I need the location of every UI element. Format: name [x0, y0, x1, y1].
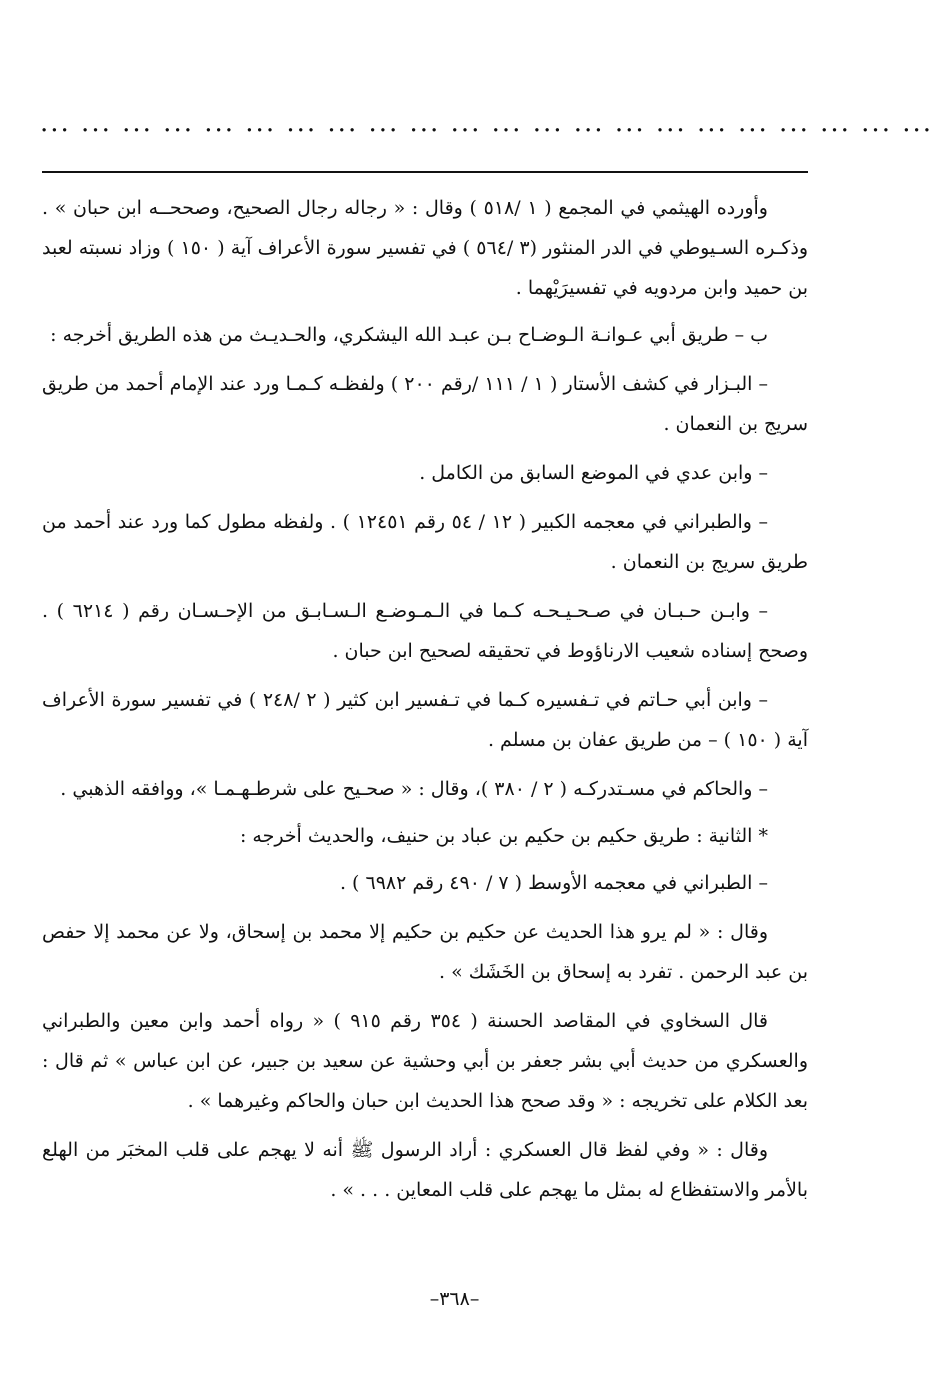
footnote-separator-rule	[42, 171, 808, 173]
paragraph-tabarani-awsat: – الطبراني في معجمه الأوسط ( ٧ / ٤٩٠ رقم ٦٩٨٢ ) .	[339, 872, 768, 894]
paragraph-tabarani-comment: وقال : « لم يرو هذا الحديث عن حكيم بن حكيم إلا محمد بن إسحاق، ولا عن محمد إلا حفص بن عبد الرحمن . تفرد به إسحاق بن الخَشَك » .	[42, 921, 808, 983]
paragraph-ibn-hibban: – وابـن حـبـان في صـحـيـحـه كـما في الـمـوضـع الـسـابـق من الإحـسـان رقم ( ٦٢١٤ ) . وصحح إسناده شعيب الارناؤوط في تحقيقه لصحيح ابن حبان .	[42, 600, 808, 662]
footnote-body	[42, 188, 808, 1217]
paragraph-ibn-adi: – وابن عدي في الموضع السابق من الكامل .	[419, 462, 768, 484]
paragraph-askari: وقال : « وفي لفظ قال العسكري : أراد الرسول ﷺ أنه لا يهجم على قلب المخبَر من الهلع بالأمر والاستفظاع له بمثل ما يهجم على قلب المعاين . . . » .	[42, 1139, 808, 1201]
paragraph-route-b: ب – طريق أبي عـوانـة الـوضـاح بـن عبـد الله اليشكري، والحـديـث من هذه الطريق أخرجه :	[50, 324, 768, 346]
paragraph-bazzar: – البـزار في كشف الأستار ( ١ / ١١١ /رقم ٢٠٠ ) ولفظـه كـمـا ورد عند الإمام أحمد من طريق سريج بن النعمان .	[42, 373, 808, 435]
paragraph-second-route: * الثانية : طريق حكيم بن حكيم بن عباد بن حنيف، والحديث أخرجه :	[239, 825, 768, 847]
paragraph-hakim: – والحاكم في مسـتدركـه ( ٢ / ٣٨٠ )، وقال : « صحـيح على شرطـهـمـا »، ووافقه الذهبي .	[60, 778, 768, 800]
ellipsis-line: ... ... ... ... ... ... ... ... ... ... ... ... ... ... ... ... ... ... ... ... ... ...	[40, 108, 933, 138]
page-number: –٣٦٨–	[429, 1288, 480, 1310]
paragraph-tabarani-kabir: – والطبراني في معجمه الكبير ( ١٢ / ٥٤ رقم ١٢٤٥١ ) . ولفظه مطول كما ورد عند أحمد من طريق سريج بن النعمان .	[42, 511, 808, 573]
paragraph-sakhawi: قال السخاوي في المقاصد الحسنة ( ٣٥٤ رقم ٩١٥ ) « رواه أحمد وابن معين والطبراني والعسكري من حديث أبي بشر جعفر بن أبي وحشية عن سعيد بن جبير، عن ابن عباس » ثم قال : بعد الكلام على تخريجه : « وقد صحح هذا الحديث ابن حبان والحاكم وغيرهما » .	[42, 1010, 808, 1112]
paragraph-ibn-abi-hatim: – وابن أبي حـاتم في تـفسيره كـما في تـفسير ابن كثير ( ٢ /٢٤٨ ) في تفسير سورة الأعراف آية ( ١٥٠ ) – من طريق عفان بن مسلم .	[42, 689, 808, 751]
paragraph-haythami: وأورده الهيثمي في المجمع ( ١ /٥١٨ ) وقال : « رجاله رجال الصحيح، وصححــه ابن حبان » . وذكـره السـيوطي في الدر المنثور (٣ /٥٦٤ ) في تفسير سورة الأعراف آية ( ١٥٠ ) وزاد نسبته لعبد بن حميد وابن مردويه في تفسيرَيْهما .	[42, 197, 808, 299]
